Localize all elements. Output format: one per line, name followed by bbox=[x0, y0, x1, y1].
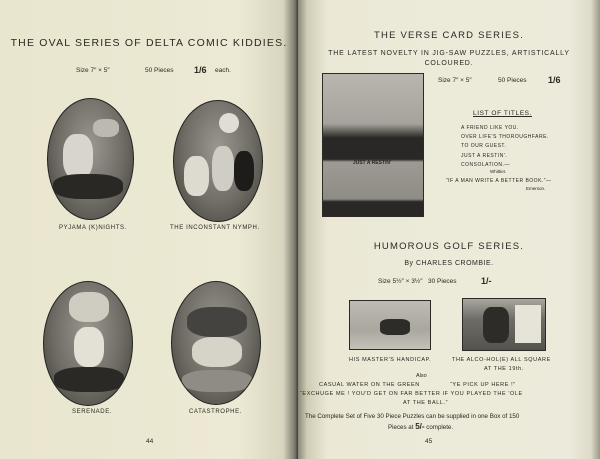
oval-image-catastrophe bbox=[171, 281, 261, 405]
oval-image-inconstant-nymph bbox=[173, 100, 263, 222]
also-exchuge-me-line2: AT THE BALL.” bbox=[403, 400, 449, 406]
verse-subtitle-line2: COLOURED. bbox=[424, 60, 474, 67]
golf-price: 1/- bbox=[481, 276, 492, 286]
list-of-titles-heading: LIST OF TITLES. bbox=[473, 110, 532, 117]
note-post: complete. bbox=[426, 424, 454, 431]
golf-size: Size 5½″ × 3½″ bbox=[378, 278, 423, 285]
verse-subtitle-line1: THE LATEST NOVELTY IN JIG-SAW PUZZLES, ARTISTICALLY bbox=[328, 50, 570, 57]
verse-size: Size 7″ × 5″ bbox=[438, 77, 472, 84]
verse-titles-list bbox=[461, 124, 549, 170]
also-label: Also bbox=[416, 373, 427, 379]
right-page bbox=[298, 0, 600, 459]
left-page bbox=[0, 0, 298, 459]
oval-price: 1/6 bbox=[194, 65, 207, 75]
golf-byline: By CHARLES CROMBIE. bbox=[404, 260, 494, 267]
golf-series-title: HUMOROUS GOLF SERIES. bbox=[373, 241, 525, 252]
complete-set-note-line1: The Complete Set of Five 30 Piece Puzzles can be supplied in one Box of 150 bbox=[305, 413, 520, 420]
oval-pieces: 50 Pieces bbox=[145, 67, 174, 74]
golf-image-alco-hole bbox=[462, 298, 546, 351]
oval-price-suffix: each. bbox=[215, 67, 231, 74]
caption-serenade: SERENADE. bbox=[72, 409, 113, 415]
verse-card-caption: JUST A RESTIN' bbox=[352, 160, 392, 166]
verse-quote: “IF A MAN WRITE A BETTER BOOK.”— bbox=[446, 178, 552, 184]
caption-catastrophe: CATASTROPHE. bbox=[189, 409, 242, 415]
page-number-44: 44 bbox=[146, 438, 154, 445]
verse-title-item: A FRIEND LIKE YOU. bbox=[461, 125, 519, 131]
caption-pyjama-knights: PYJAMA (K)NIGHTS. bbox=[59, 225, 127, 231]
caption-alco-hole-line2: AT THE 19th. bbox=[484, 366, 524, 372]
caption-alco-hole-line1: THE ALCO-HOL(E) ALL SQUARE bbox=[452, 357, 551, 363]
complete-set-note-line2 bbox=[388, 422, 453, 431]
left-page-title: THE OVAL SERIES OF DELTA COMIC KIDDIES. bbox=[10, 37, 288, 49]
verse-title-item: CONSOLATION.— bbox=[461, 161, 510, 168]
golf-image-masters-handicap bbox=[349, 300, 431, 350]
verse-card-image bbox=[322, 73, 424, 217]
oval-size: Size 7″ × 5″ bbox=[76, 67, 110, 74]
oval-image-serenade bbox=[43, 281, 133, 406]
also-casual-water: CASUAL WATER ON THE GREEN bbox=[319, 382, 420, 388]
verse-series-title: THE VERSE CARD SERIES. bbox=[374, 30, 524, 41]
verse-pieces: 50 Pieces bbox=[498, 77, 527, 84]
verse-title-item: JUST A RESTIN'. bbox=[461, 152, 508, 159]
also-exchuge-me-line1: “EXCHUGE ME ! YOU'D GET ON FAR BETTER IF YOU PLAYED THE 'OLE bbox=[300, 391, 523, 397]
attribution-whittier: Whittier. bbox=[490, 169, 507, 174]
oval-image-pyjama-knights bbox=[47, 98, 134, 220]
verse-price: 1/6 bbox=[548, 75, 561, 85]
attribution-emerson: Emerson. bbox=[526, 186, 546, 191]
caption-inconstant-nymph: THE INCONSTANT NYMPH. bbox=[170, 225, 260, 231]
verse-title-item: OVER LIFE'S THOROUGHFARE. bbox=[461, 134, 549, 141]
page-number-45: 45 bbox=[425, 438, 433, 445]
verse-title-item: TO OUR GUEST. bbox=[461, 143, 507, 150]
note-price: 5/- bbox=[415, 422, 425, 431]
note-pre: Pieces at bbox=[388, 424, 414, 431]
caption-masters-handicap: HIS MASTER'S HANDICAP. bbox=[349, 357, 432, 363]
also-ye-pick-up: “YE PICK UP HERE !” bbox=[450, 382, 516, 388]
golf-pieces: 30 Pieces bbox=[428, 278, 457, 285]
